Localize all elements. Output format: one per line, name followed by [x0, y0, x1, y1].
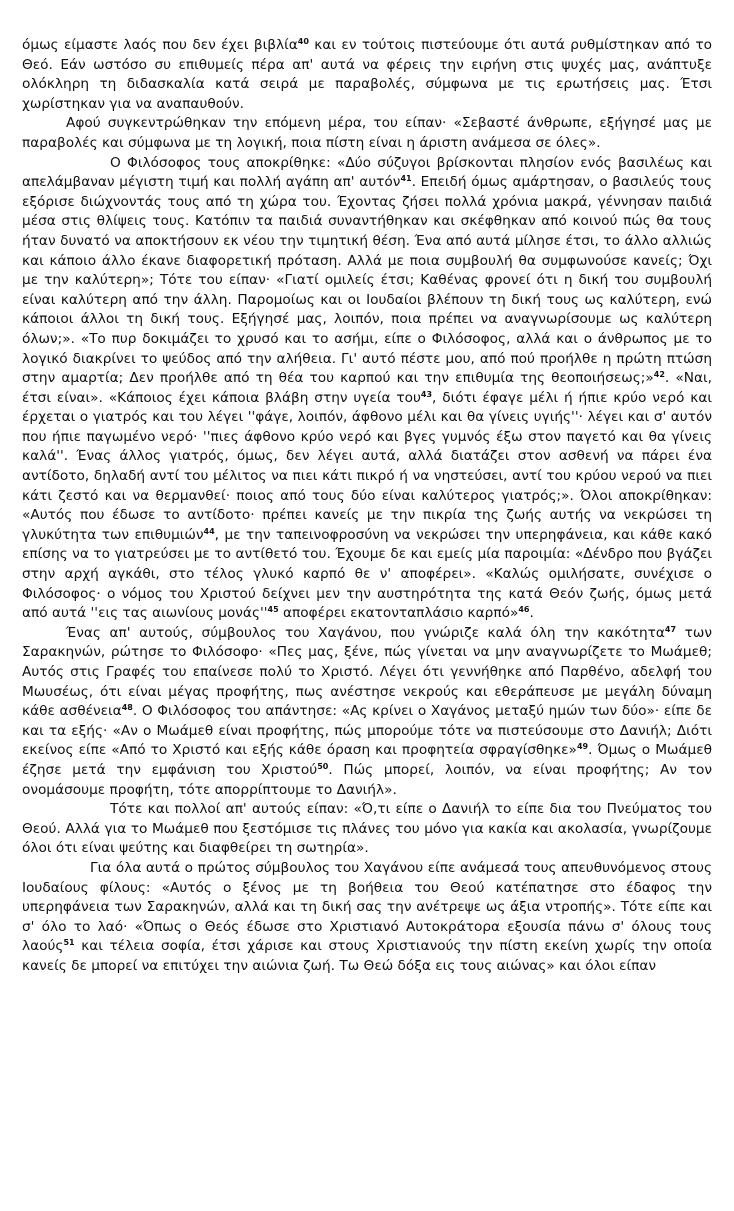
footnote-marker: 46 [518, 605, 530, 615]
text-run: , διότι έφαγε μέλι ή ήπιε κρύο νερό και έρχεται ο γιατρός και του λέγει ''φάγε, λοιπόν, άφθονο μέλι και θα γίνεις υγιής''· λέγει και σ' αυτόν που ήπιε παγωμένο νερό· ''πιες άφθονο κρύο νερό και βγες γυμνός έξω στον παγετό και θα γίνεις καλά''. Ένας άλλος γιατρός, όμως, δεν λέγει αυτά, αλλά διατάζει στον ασθενή να πάρει ένα αντίδοτο, δηλαδή αντί του μέλιτος να πιει κάτι πικρό ή να νηστεύσει, αντί του κρύου νερού να πιει κάτι ζεστό και να θερμανθεί· ποιος από τους δύο είναι καλύτερος γιατρός;». Όλοι αποκρίθηκαν: «Αυτός που έδωσε το αντίδοτο· πρέπει κανείς με την πικρία της ζωής αυτής να νεκρώσει τη γλυκύτητα των επιθυμιών [22, 389, 712, 543]
text-run: . [529, 605, 534, 622]
footnote-marker: 40 [297, 37, 309, 46]
text-run: και εν τούτοις πιστεύουμε ότι αυτά ρυθμίστηκαν από το Θεό. Εάν ωστόσο συ επιθυμείς πέρα απ' αυτά να φέρεις την ειρήνη στις ψυχές μας, ανάπτυξε ολόκληρη τη διδασκαλία κατά σειρά με παραβολές, σύμφωνα με τις ερωτήσεις μας. Έτσι χωρίστηκαν για να αναπαυθούν. [22, 37, 712, 112]
footnote-marker: 43 [420, 389, 433, 399]
text-run: Ο Φιλόσοφος τους αποκρίθηκε: «Δύο σύζυγοι βρίσκονται πλησίον ενός βασιλέως και απελάμβαναν μέγιστη τιμή και πολλή αγάπη απ' αυτόν [22, 154, 712, 191]
text-run: . Όμως ο Μωάμεθ έζησε μετά την εμφάνιση του Χριστού [22, 742, 712, 778]
text-run: Ένας απ' αυτούς, σύμβουλος του Χαγάνου, που γνώριζε καλά όλη την κακότητα [66, 624, 665, 641]
body-text [22, 36, 712, 977]
paragraph [22, 114, 712, 153]
text-run: Για όλα αυτά ο πρώτος σύμβουλος του Χαγάνου είπε ανάμεσά τους απευθυνόμενος στους Ιουδαίους φίλους: «Αυτός ο ξένος με τη βοήθεια του Θεού κατέπατησε στο έδαφος την υπερηφάνεια των Σαρακηνών, αλλά και τη δική σας την ανέτρεψε ως άξια ντροπής». Τότε είπε και σ' όλο το λαό· «Όπως ο Θεός έδωσε στο Χριστιανό Αυτοκράτορα εξουσία πάνω σ' όλους τους λαούς [22, 859, 712, 955]
paragraph [22, 154, 712, 624]
text-run: όμως είμαστε λαός που δεν έχει βιβλία [22, 37, 298, 53]
paragraph [22, 800, 712, 859]
footnote-marker: 50 [317, 761, 329, 771]
text-run: , με την ταπεινοφροσύνη να νεκρώσει την υπερηφάνεια, και κάθε κακό επίσης να το γιατρεύσει με το αντίθετό του. Έχουμε δε και εμείς μία παροιμία: «Δένδρο που βγάζει στην αρχή αγκάθι, στο τέλος γλυκό καρπό θε ν' αποφέρει». «Καλώς ομιλήσατε, συνέχισε ο Φιλόσοφος· ο νόμος του Χριστού δείχνει μεν την αυστηρότητα της κατά Θεόν ζωής, όμως μετά από αυτά ''εις τας αιωνίους μονάς'' [22, 526, 712, 622]
footnote-marker: 42 [653, 370, 665, 380]
footnote-marker: 47 [664, 624, 677, 634]
footnote-marker: 48 [121, 703, 133, 713]
text-run: . Επειδή όμως αμάρτησαν, ο βασιλεύς τους εξόρισε διώχνοντάς τους από τη χώρα του. Έχοντας ζήσει πολλά χρόνια μακρά, γέννησαν παιδιά μέσα στις θλίψεις τους. Κατόπιν τα παιδιά συναντήθηκαν και σκέφθηκαν από κοινού πώς θα τους ήταν δυνατό να αποκτήσουν εκ νέου την τιμητική θέση. Ένα από αυτά μίλησε έτσι, το άλλο αλλιώς και κάποιο άλλο έκανε διαφορετική πρόταση. Αλλά με ποια συμβουλή θα συμφωνούσε κανείς; Όχι με την καλύτερη»; Τότε του είπαν· «Γιατί ομιλείς έτσι; Καθένας φρονεί ότι η δική του συμβουλή είναι καλύτερη από την άλλη. Παρομοίως και οι Ιουδαίοι βλέπουν τη δική τους ως καλύτερη, ενώ κάποιοι άλλοι τη δική τους. Εξήγησέ μας, λοιπόν, ποια πρέπει να αναγνωρίσουμε ως καλύτερη όλων;». «Το πυρ δοκιμάζει το χρυσό και το ασήμι, είπε ο Φιλόσοφος, αλλά και ο άνθρωπος με το λογικό διακρίνει το ψεύδος από την αλήθεια. Γι' αυτό πέστε μου, από πού προήλθε η πρώτη πτώση στην αμαρτία; Δεν προήλθε από τη θέα του καρπού και την επιθυμία της θεοποιήσεως;» [22, 174, 712, 387]
text-run: . «Ναι, έτσι είναι». «Κάποιος έχει κάποια βλάβη στην υγεία του [22, 370, 712, 406]
paragraph [22, 36, 712, 114]
paragraph [22, 859, 712, 977]
text-run: αποφέρει εκατονταπλάσιο καρπό» [278, 605, 519, 622]
footnote-marker: 45 [267, 605, 279, 615]
footnote-marker: 44 [203, 526, 215, 536]
text-run: Αφού συγκεντρώθηκαν την επόμενη μέρα, του είπαν· «Σεβαστέ άνθρωπε, εξήγησέ μας με παραβολές και σύμφωνα με τη λογική, ποια πίστη είναι η άριστη ανάμεσα σε όλες». [22, 115, 712, 151]
footnote-marker: 51 [63, 938, 75, 948]
text-run: των Σαρακηνών, ρώτησε το Φιλόσοφο· «Πες μας, ξένε, πώς γίνεται να μην αναγνωρίζετε το Μωάμεθ; Αυτός στις Γραφές του επαίνεσε πολύ το Χριστό. Λέγει ότι γεννήθηκε από Παρθένο, αδελφή του Μωυσέως, ότι είναι μέγας προφήτης, πως ανέστησε νεκρούς και εθεράπευσε με μεγάλη δύναμη κάθε ασθένεια [22, 624, 712, 720]
paragraph [22, 624, 712, 800]
footnote-marker: 49 [576, 742, 589, 752]
text-run: Τότε και πολλοί απ' αυτούς είπαν: «Ό,τι είπε ο Δανιήλ το είπε δια του Πνεύματος του Θεού. Αλλά για το Μωάμεθ που ξεστόμισε τις πλάνες του μόνο για κακία και ακολασία, γνωρίζουμε όλοι ότι είναι ψεύτης και διαφθείρει τη σωτηρία». [22, 801, 712, 857]
text-run: . Πώς μπορεί, λοιπόν, να είναι προφήτης; Αν τον ονομάσουμε προφήτη, τότε απορρίπτουμε το Δανιήλ». [22, 761, 712, 798]
text-run: . Ο Φιλόσοφος του απάντησε: «Ας κρίνει ο Χαγάνος μεταξύ ημών των δύο»· είπε δε και τα εξής· «Αν ο Μωάμεθ είναι προφήτης, πώς μπορούμε τότε να πιστεύσουμε στο Δανιήλ; Διότι εκείνος είπε «Από το Χριστό και εξής κάθε όραση και προφητεία σφραγίσθηκε» [22, 703, 712, 759]
text-run: και τέλεια σοφία, έτσι χάρισε και στους Χριστιανούς την πίστη εκείνη χωρίς την οποία κανείς δε μπορεί να επιτύχει την αιώνια ζωή. Τω Θεώ δόξα εις τους αιώνας» και όλοι είπαν [22, 938, 712, 974]
footnote-marker: 41 [400, 174, 412, 184]
